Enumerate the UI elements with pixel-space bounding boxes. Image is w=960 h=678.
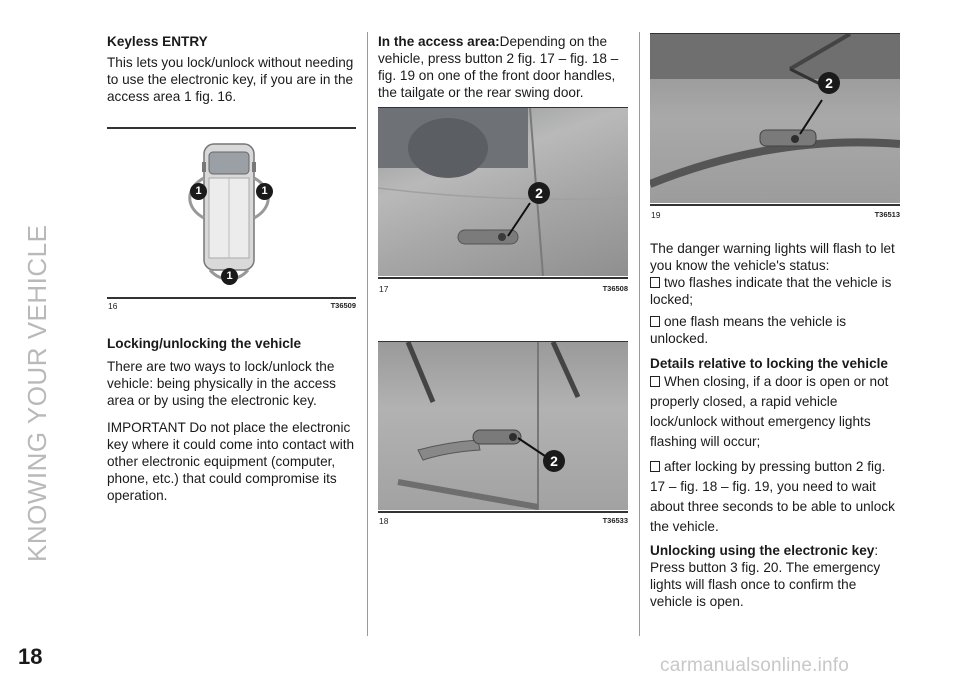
- fig16-callout-right: [256, 183, 273, 200]
- fig17-callout-label: 2: [535, 185, 543, 201]
- column-1-lower: [107, 335, 359, 514]
- column-divider-2: [639, 32, 640, 636]
- bullet-two-flashes: [650, 274, 902, 308]
- fig17-code: T36508: [602, 284, 628, 293]
- fig16-callout-right-label: 1: [261, 185, 268, 197]
- fig18-rear-door-photo: [378, 342, 628, 510]
- access-area-lead: In the access area:: [378, 34, 500, 49]
- bullet-wait: [650, 457, 902, 537]
- unlocking-paragraph: [650, 542, 902, 610]
- fig16-callout-left: [190, 183, 207, 200]
- checkbox-bullet-icon: [650, 277, 660, 288]
- checkbox-bullet-icon: [650, 376, 660, 387]
- fig17-callout: [528, 182, 550, 204]
- checkbox-bullet-icon: [650, 316, 660, 327]
- keyless-entry-heading: Keyless ENTRY: [107, 34, 208, 49]
- fig19-tailgate-photo: [650, 34, 900, 203]
- bullet-two-flashes-text: two flashes indicate that the vehicle is locked;: [650, 275, 892, 307]
- fig18-number: 18: [379, 516, 389, 526]
- bullet-door-open: [650, 372, 902, 452]
- bullet-wait-text: after locking by pressing button 2 fig. 17 – fig. 18 – fig. 19, you need to wait about three seconds to be able to unlock the vehicle.: [650, 459, 895, 534]
- bullet-one-flash-text: one flash means the vehicle is unlocked.: [650, 314, 847, 346]
- fig19-callout-label: 2: [825, 75, 833, 91]
- fig18-caption: [379, 516, 628, 526]
- fig16-top-rule: [107, 127, 356, 129]
- fig18-code: T36533: [602, 516, 628, 525]
- fig17-bottom-rule: [378, 277, 628, 279]
- column-divider-1: [367, 32, 368, 636]
- unlocking-heading-colon: :: [874, 543, 879, 558]
- important-note: IMPORTANT Do not place the electronic key where it could come into contact with other electronic equipment (computer, phone, etc.) that could compromise its operation.: [107, 420, 355, 503]
- warning-lights-text: The danger warning lights will flash to let you know the vehicle's status:: [650, 241, 895, 273]
- fig16-code: T36509: [330, 301, 356, 310]
- fig16-caption: [108, 301, 356, 311]
- fig17-door-handle-photo: [378, 108, 628, 276]
- column-1: [107, 33, 357, 115]
- fig16-number: 16: [108, 301, 118, 311]
- unlocking-heading: Unlocking using the electronic key: [650, 543, 875, 558]
- access-area-text: Depending on the vehicle, press button 2 fig. 17 – fig. 18 – fig. 19 on one of the front door handles, the tailgate or the rear swing door.: [378, 34, 619, 100]
- fig18-bottom-rule: [378, 511, 628, 513]
- fig18-callout-label: 2: [550, 453, 558, 469]
- fig16-callout-left-label: 1: [195, 185, 202, 197]
- unlocking-text: Press button 3 fig. 20. The emergency lights will flash once to confirm the vehicle is open.: [650, 560, 881, 609]
- column-3: [650, 240, 902, 610]
- locking-text: There are two ways to lock/unlock the vehicle: being physically in the access area or by using the electronic key.: [107, 359, 336, 408]
- locking-details-heading: Details relative to locking the vehicle: [650, 356, 888, 371]
- column-2: [378, 33, 630, 111]
- side-section-title: [22, 224, 52, 562]
- locking-heading: Locking/unlocking the vehicle: [107, 336, 302, 351]
- fig16-callout-bottom: [221, 268, 238, 285]
- checkbox-bullet-icon: [650, 461, 660, 472]
- fig17-number: 17: [379, 284, 389, 294]
- fig19-callout: [818, 72, 840, 94]
- watermark: carmanualsonline.info: [660, 655, 850, 676]
- side-title-text: KNOWING YOUR VEHICLE: [22, 224, 52, 562]
- fig16-bottom-rule: [107, 297, 356, 299]
- fig19-code: T36513: [874, 210, 900, 219]
- fig18-callout: [543, 450, 565, 472]
- page-number: 18: [18, 644, 43, 669]
- bullet-one-flash: [650, 313, 902, 347]
- keyless-entry-text: This lets you lock/unlock without needing to use the electronic key, if you are in the access area 1 fig. 16.: [107, 55, 354, 104]
- fig19-bottom-rule: [650, 204, 900, 206]
- fig19-number: 19: [651, 210, 661, 220]
- fig19-caption: [651, 210, 900, 220]
- fig16-callout-bottom-label: 1: [226, 270, 233, 282]
- bullet-door-open-text: When closing, if a door is open or not properly closed, a rapid vehicle lock/unlock without emergency lights flashing will occur;: [650, 374, 889, 449]
- fig17-caption: [379, 284, 628, 294]
